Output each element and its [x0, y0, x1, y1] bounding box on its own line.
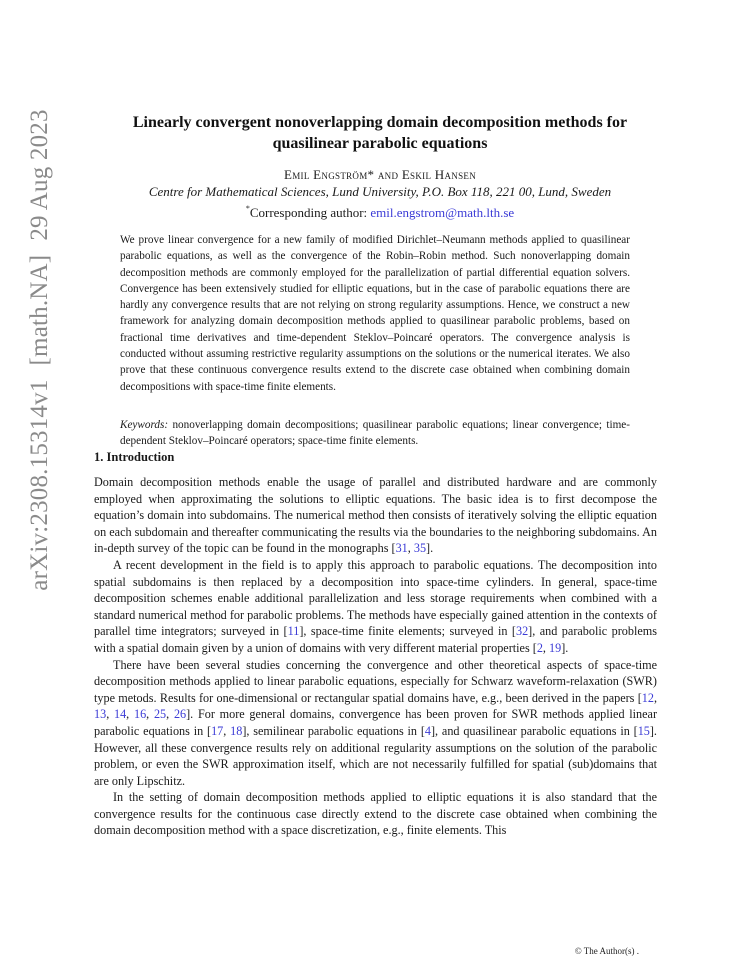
corresponding-mark: *: [245, 204, 250, 213]
text: ].: [426, 541, 434, 556]
affiliation: Centre for Mathematical Sciences, Lund University, P.O. Box 118, 221 00, Lund, Sweden: [148, 184, 612, 199]
citation-link[interactable]: 25: [153, 707, 167, 722]
citation-link[interactable]: 14: [113, 707, 127, 722]
text: ], semilinear parabolic equations in [: [242, 723, 425, 738]
arxiv-category: [math.NA]: [25, 254, 53, 366]
text: ]. For more general domains, convergence has been proven for SWR methods applied linear parabolic equations in [: [94, 707, 658, 738]
citation-link[interactable]: 11: [287, 624, 300, 639]
citation-link[interactable]: 19: [549, 640, 562, 655]
citation-link[interactable]: 16: [133, 707, 147, 722]
author-email-link[interactable]: emil.engstrom@math.lth.se: [370, 205, 515, 220]
text: ].: [561, 640, 569, 655]
text: There have been several studies concerning the convergence and other theoretical aspects of space-time decomposition methods applied to linear parabolic equations, especially for Schwarz waveform-relaxation (SWR) type metods. Results for one-dimensional or rectangular spatial domains have, e.g., been derived in the papers [: [94, 657, 657, 705]
citation-link[interactable]: 17: [211, 723, 224, 738]
text: ,: [407, 541, 414, 556]
text: A recent development in the field is to apply this approach to parabolic equations. The decomposition into spatial subdomains is then replaced by a decomposition into space-time cylinders. In general, space-time decomposition schemes enable additional parallelization and less storage requirements when combined with a standard numerical method for parabolic problems. The methods have especially gained attention in the contexts of parallel time integrators; surveyed in [: [94, 557, 657, 639]
text: ]. However, all these convergence results rely on additional regularity assumptions on the solution of the parabolic problem, or even the SWR approximation itself, which are not necessarily fulfilled for spatial (sub)domains that are only Lipschitz.: [94, 723, 657, 788]
keywords-label: Keywords:: [120, 419, 169, 431]
title-line-2: quasilinear parabolic equations: [272, 135, 488, 152]
corresponding-label: Corresponding author:: [249, 205, 371, 220]
citation-link[interactable]: 15: [637, 723, 650, 738]
text: Domain decomposition methods enable the usage of parallel and distributed hardware and are commonly employed when approximating the solutions to elliptic equations. The basic idea is to first decompose the equation’s domain into subdomains. The numerical method then consists of iteratively solving the elliptic equation on each subdomain and thereafter communicating the results via the boundaries to the neighboring subdomains. An in-depth survey of the topic can be found in the monographs [: [94, 475, 657, 556]
paragraph-3: There have been several studies concerning the convergence and other theoretical aspects of space-time decomposition methods applied to linear parabolic equations, especially for Schwarz waveform-relaxation (SWR) type metods. Results for one-dimensional or rectangular spatial domains have, e.g., been derived in the papers [12, 13, 14, 16, 25, 26]. For more general domains, convergence has been proven for SWR methods applied linear parabolic equations in [17, 18], semilinear parabolic equations in [4], and quasilinear parabolic equations in [15]. However, all these convergence results rely on additional regularity assumptions on the solution of the parabolic problem, or even the SWR approximation itself, which are not necessarily fulfilled for spatial (sub)domains that are only Lipschitz.: [94, 657, 658, 788]
arxiv-id: arXiv:2308.15314v1: [25, 379, 53, 591]
paragraph-4: In the setting of domain decomposition methods applied to elliptic equations it is also standard that the convergence results for the continuous case directly extend to the discrete case obtained when combining the domain decomposition method with a space discretization, e.g., finite elements. This: [94, 790, 657, 838]
paragraph-1: [94, 474, 657, 557]
keywords: [120, 417, 630, 450]
citation-link[interactable]: 2: [536, 640, 543, 655]
copyright-footer: © The Author(s) .: [574, 946, 639, 956]
text: ], and parabolic problems with a spatial domain given by a union of domains with very different material properties [: [94, 624, 657, 655]
abstract: We prove linear convergence for a new family of modified Dirichlet–Neumann methods applied to quasilinear parabolic equations, as well as the convergence of the Robin–Robin method. Such nonoverlapping domain decomposition methods are commonly employed for the parallelization of partial differential equation solvers. Convergence has been extensively studied for elliptic equations, but in the case of parabolic equations there are hardly any convergence results that are not relying on strong regularity assumptions. Hence, we construct a new framework for analyzing domain decomposition methods applied to quasilinear parabolic problems, based on fractional time derivatives and time-dependent Steklov–Poincaré operators. The convergence analysis is conducted without assuming restrictive regularity assumptions on the solutions or the numerical iterates. We also prove that these continuous convergence results extend to the discrete case obtained when combining domain decompositions with space-time finite elements.: [120, 234, 630, 393]
text: ], space-time finite elements; surveyed in [: [299, 624, 516, 639]
arxiv-stamp: [12, 10, 67, 690]
citation-link[interactable]: 13: [94, 707, 107, 722]
citation-link[interactable]: 12: [641, 690, 654, 705]
paragraph-2: [94, 557, 657, 657]
paper-title: [100, 112, 660, 154]
citation-link[interactable]: 32: [515, 624, 529, 639]
section-heading-introduction: 1. Introduction: [94, 450, 175, 464]
text: ], and quasilinear parabolic equations in [: [430, 723, 638, 738]
title-line-1: Linearly convergent nonoverlapping domain decomposition methods for: [132, 114, 628, 131]
arxiv-date: 29 Aug 2023: [25, 109, 53, 241]
citation-link[interactable]: 31: [395, 541, 408, 556]
keywords-list: nonoverlapping domain decompositions; quasilinear parabolic equations; linear convergence; time-dependent Steklov–Poincaré operators; space-time finite elements.: [120, 419, 630, 448]
citation-link[interactable]: 4: [424, 723, 431, 738]
corresponding-author: [100, 200, 660, 221]
author-list: Emil Engström* and Eskil Hansen: [283, 167, 476, 182]
introduction-body: [94, 474, 657, 839]
text: ,: [542, 640, 549, 655]
citation-link[interactable]: 26: [173, 707, 187, 722]
citation-link[interactable]: 18: [230, 723, 243, 738]
citation-link[interactable]: 35: [413, 541, 427, 556]
